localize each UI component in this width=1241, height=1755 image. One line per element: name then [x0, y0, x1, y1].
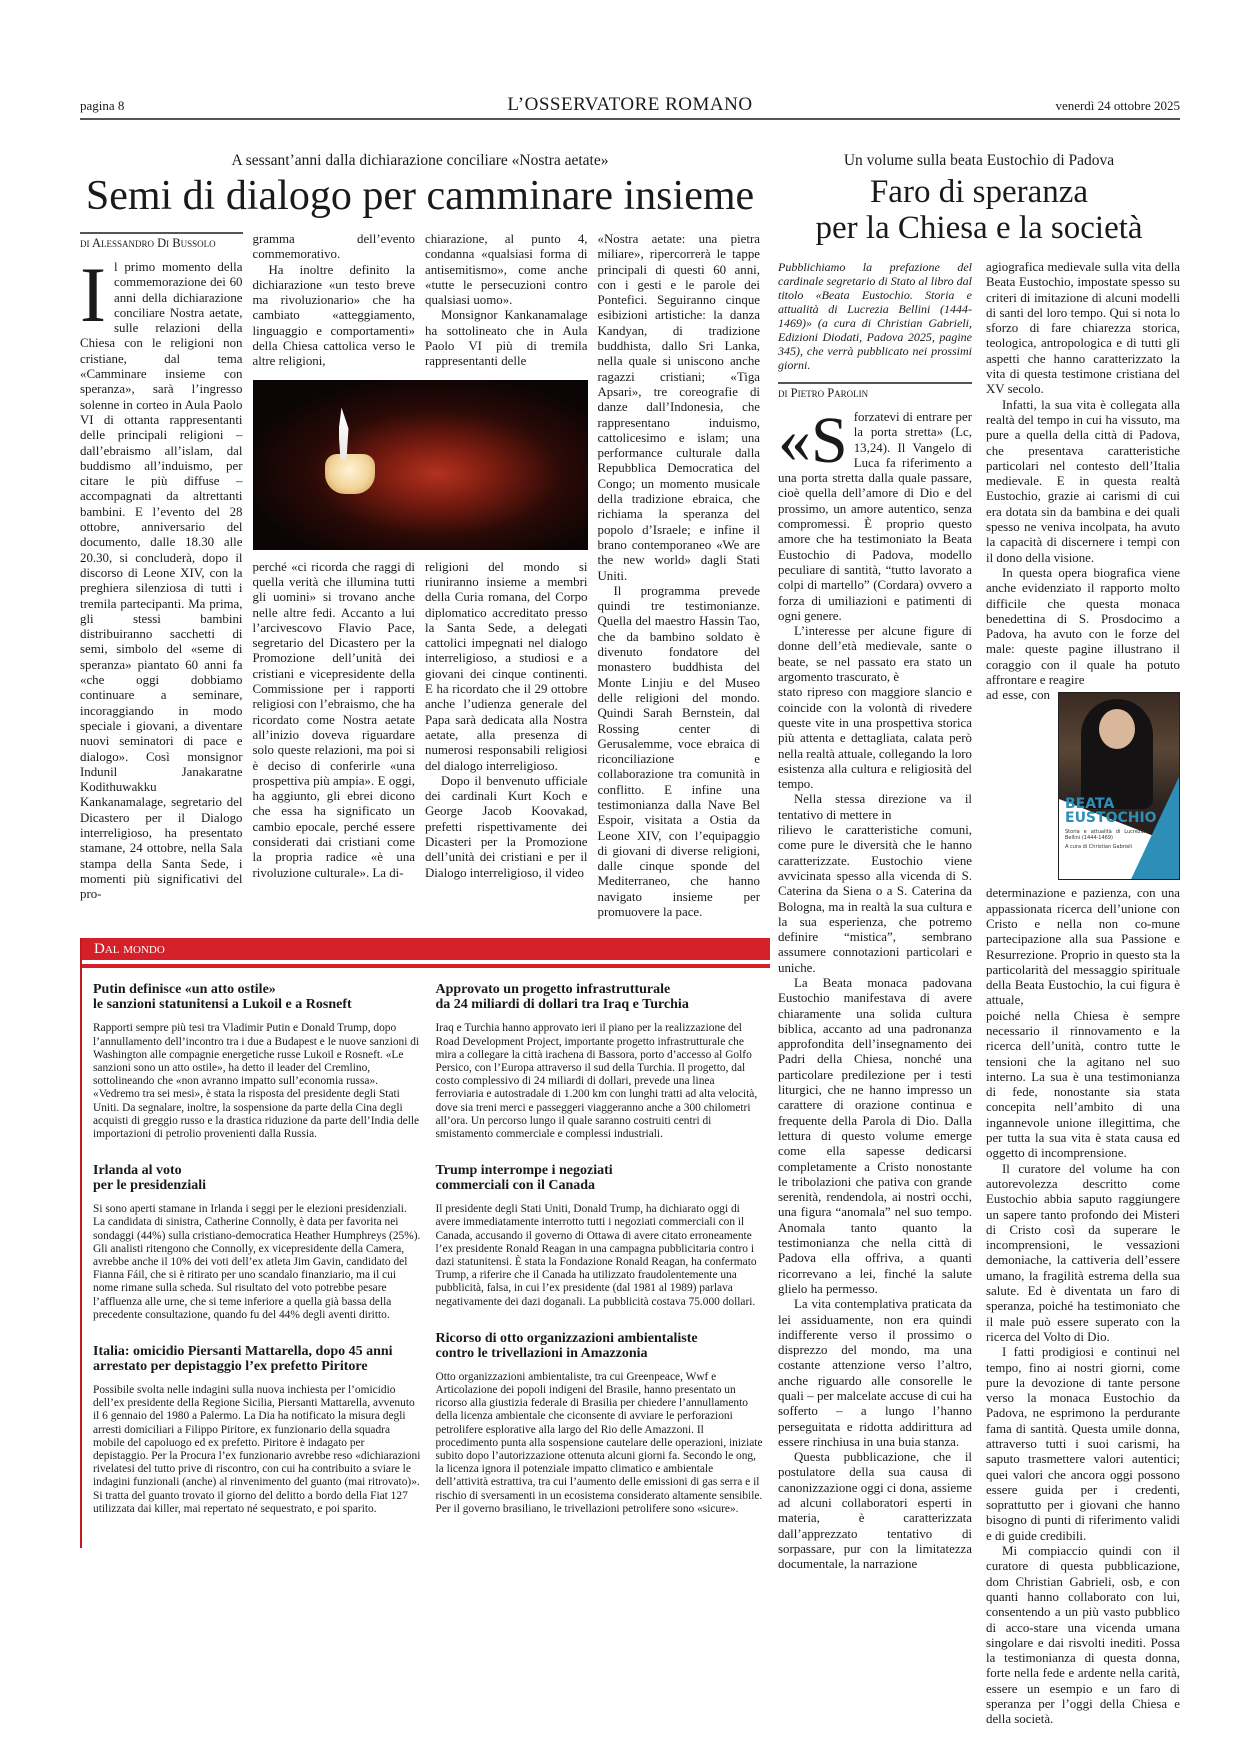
article1-columns: [80, 232, 760, 920]
headline-line: Faro di speranza: [869, 174, 1089, 210]
brief-irlanda: [93, 1163, 422, 1322]
brief-body: Possibile svolta nelle indagini sulla nuova inchiesta per l’omicidio dell’ex presidente della Regione Sicilia, Piersanti Mattarella, avvenuto il 6 gennaio del 1980 a Palermo. La Dia ha notificato la misura degli arresti domiciliari a Filippo Piritore, ex funzionario della squadra mobile del capoluogo ed ex prefetto. Piritore è indagato per depistaggio. Per la Procura l’ex funzionario avrebbe reso «dichiarazioni rivelatesi del tutto prive di riscontro, con cui ha contribuito a sviare le indagini funzionali (anche) al rinvenimento del guanto (mai ritrovato)». Si tratta del guanto trovato il giorno del delitto a bordo della Fiat 127 utilizzata dai killer, mai repertato né sequestrato, e poi sparito.: [93, 1384, 421, 1515]
article1-col3: [425, 232, 588, 920]
paragraph: Dopo il benvenuto ufficiale dei cardinali Kurt Koch e George Jacob Koovakad, prefetti rispettivamente dei Dicasteri per la Promozione dell’unità dei cristiani e per il Dialogo interreligioso, il video: [425, 773, 588, 880]
paragraph: Questa pubblicazione, che il postulatore della sua causa di canonizzazione oggi ci dona, assieme ad alcuni collaboratori esperti in materia, è caratterizzata dall’apprezzato tentativo di sorpassare, pur con la limitatezza documentale, la narrazione: [778, 1450, 972, 1572]
paragraph: stato ripreso con maggiore slancio e coincide con la volontà di rivedere queste vite in una prospettiva storica più attenta e dettagliata, calata però nella realtà attuale, collegando la loro esistenza alla cultura e religiosità del tempo.: [778, 685, 972, 792]
section-header: Dal mondo: [82, 938, 770, 960]
article2-kicker: Un volume sulla beata Eustochio di Padova: [843, 152, 1115, 169]
page-layout: [80, 152, 1180, 1728]
paragraph: La vita contemplativa praticata da lei assiduamente, non era quindi indifferente verso il prossimo o disprezzo del mondo, ma una costante attenzione verso l’altro, anche riguardo alle consorelle le quali – per malcelate accuse di cui ha sofferto – a lungo l’hanno perseguitata e ridotta addirittura ad essere rinchiusa in una buia stanza.: [778, 1297, 972, 1449]
article2-headline: [778, 174, 1180, 246]
brief-title: Irlanda al voto per le presidenziali: [93, 1163, 207, 1194]
article1-col2: [253, 232, 416, 920]
paragraph: «Nostra aetate: una pietra miliare», ripercorrerà le tappe principali di questi 60 anni, con i gesti e le parole dei Pontefici. Seguiranno cinque esibizioni artistiche: la danza Kandyan, di tradizione buddhista, dallo Sri Lanka, nella quale si uniscono anche ragazzi cristiani; «Tiga Apsari», tre coreografie di danze dall’Indonesia, che rappresentano induismo, cattolicesimo e islam; una performance culturale dalla Repubblica Democratica del Congo; un momento musicale della tradizione ebraica, che richiama la speranza del popolo d’Israele; e infine il brano contemporaneo «We are the new world» dagli Stati Uniti.: [597, 232, 760, 583]
brief-title: Italia: omicidio Piersanti Mattarella, dopo 45 anni arrestato per depistaggio l’ex prefetto Piritore: [93, 1344, 393, 1375]
paragraph: In questa opera biografica viene anche evidenziato il rapporto molto difficile che questa monaca benedettina di S. Prosdocimo a Padova, ha avuto con le forze del male: queste pagine illustrano il coraggio con il quale ha potuto affrontare e reagire: [986, 565, 1180, 688]
book-title: BEATA EUSTOCHIO: [1065, 796, 1157, 827]
article2-columns: [778, 260, 1180, 1728]
briefs-right-column: [436, 982, 765, 1538]
newspaper-page: [80, 0, 1180, 1728]
paragraph: I fatti prodigiosi e continui nel tempo, fino ai nostri giorni, come pure la devozione di tante persone verso la monaca Eustochio da Padova, ne esprimono la perdurante fama di santità. Questa umile donna, attraverso tutti i suoi carismi, ha saputo trasmettere valori autentici; quei valori che ancora oggi possono essere guida per i credenti, soprattutto per i giovani che hanno bisogno di punti di riferimento validi e di guide credibili.: [986, 1345, 1180, 1543]
article1-kicker: A sessant’anni dalla dichiarazione conciliare «Nostra aetate»: [231, 152, 609, 169]
article1-col1: [80, 232, 243, 920]
byline-prefix: di: [778, 386, 788, 400]
article2: [778, 152, 1180, 1728]
article1-byline: [80, 232, 243, 250]
issue-date: venerdì 24 ottobre 2025: [1055, 98, 1180, 113]
brief-trump-canada: [436, 1163, 765, 1309]
paragraph: poiché nella Chiesa è sempre necessario il rinnovamento e la ricerca dell’unità, contro tutte le tensioni che la agitano nel suo interno. La sua è una testimonianza di fede, nonostante sia stata concepita nell’ambito di una ingannevole unione illegittima, che per tutta la sua vita è stata causa ed oggetto di incomprensione.: [986, 1008, 1180, 1161]
flame-icon: [339, 408, 349, 460]
paragraph: l primo momento della commemorazione dei 60 anni della dichiarazione conciliare Nostra aetate, sulle relazioni della Chiesa con le religioni non cristiane, dal tema «Camminare insieme con speranza», sarà l’ingresso solenne in corteo in Aula Paolo VI di ottanta rappresentanti delle principali religioni – dall’ebraismo all’islam, dal buddismo all’induismo, per citare le più diffuse – accompagnati da altrettanti bambini. E l’evento del 28 ottobre, anniversario del documento, dalle 18.30 alle 20.30, si concluderà, dopo il discorso di Leone XIV, con la preghiera silenziosa di tutti i tremila partecipanti. Ma prima, gli stessi bambini distribuiranno sacchetti di semi, simbolo del «seme di speranza» piantato 60 anni fa «che oggi dobbiamo continuare a seminare, incoraggiando in modo speciale i giovani, a diventare nuovi seminatori di pace e dialogo». Così monsignor Indunil Janakaratne Kodithuwakku Kankanamalage, segretario del Dicastero per il Dialogo interreligioso, ha presentato stamane, 24 ottobre, nella Sala stampa della Santa Sede, i momenti più significativi del pro-: [80, 260, 243, 902]
brief-body: Si sono aperti stamane in Irlanda i seggi per le elezioni presidenziali. La candidata di sinistra, Catherine Connolly, è data per favorita nei sondaggi (44%) sulla cristiano-democratica Heather Humphreys (25%). Gli analisti ritengono che Connolly, ex vicepresidente della Camera, avrebbe anche il 10% dei voti dell’ex atleta Jim Gavin, candidato del Fianna Fáil, che si è ritirato per uno scandalo finanziario, ma il cui nome rimane sulla scheda. Sul risultato del voto potrebbe pesare l’affluenza alle urne, che si teme inferiore a quella già bassa della precedente consultazione, quando fu del 44% degli aventi diritto.: [93, 1203, 421, 1321]
briefs-grid: [82, 968, 770, 1548]
article2-col1: [778, 260, 972, 1728]
drop-cap: «S: [778, 404, 848, 477]
paragraph: perché «ci ricorda che raggi di quella verità che illumina tutti gli uomini» si trovano anche nelle altre fedi. Accanto a lui l’arcivescovo Flavio Pace, segretario del Dicastero per la Promozione dell’unità dei cristiani e vicepresidente della Commissione per i rapporti religiosi con l’ebraismo, che ha ricordato come Nostra aetate all’inizio doveva riguardare solo queste relazioni, ma poi si è deciso di conferirle «una prospettiva più ampia». E oggi, ha aggiunto, gli ebrei dicono che essa ha significato un cambio epocale, perché essere considerati dai cristiani come la propria radice «è una rivoluzione culturale». La di-: [252, 559, 415, 880]
brief-title: Trump interrompe i negoziati commerciali con il Canada: [435, 1163, 613, 1194]
newspaper-name: L’OSSERVATORE ROMANO: [507, 94, 753, 115]
paragraph: Mi compiaccio quindi con il curatore di questa pubblicazione, dom Christian Gabrieli, osb, e con quanti hanno collaborato con lui, consentendo a un più vasto pubblico di acco-stare una vicenda umana singolare e dai risvolti inediti. Possa la testimonianza di questa donna, forte nella fede e ardente nella carità, essere un esempio e un faro di speranza per l’oggi della Chiesa e della società.: [986, 1544, 1180, 1727]
briefs-left-column: [93, 982, 422, 1538]
paragraph: L’interesse per alcune figure di donne dell’età medievale, sante o beate, se nel passato era stato un argomento trascurato, è: [778, 624, 972, 685]
paragraph: Infatti, la sua vita è collegata alla realtà del tempo in cui ha vissuto, ma pure a quella della città di Padova, che presentava caratteristiche particolari nel contesto dell’Italia medievale. E in questa realtà Eustochio, grazie ai carismi di cui era dotata sin da bambina e dei quali spesso ne veniva incolpata, ha avuto la capacità di discernere i tempi con il dono della visione.: [986, 397, 1180, 565]
candle-icon: [325, 454, 375, 494]
book-subtitle: Storia e attualità di Lucrezia Bellini (1444-1469) A cura di Christian Gabrieli: [1065, 829, 1145, 851]
paragraph: agiografica medievale sulla vita della Beata Eustochio, impostate spesso su criteri di imitazione di alcuni modelli di santi del loro tempo. Qui si nota lo sforzo di fare chiarezza storica, teologica, antropologica e di tutti gli aspetti che hanno caratterizzato la vita di questa testimone cristiana del XV secolo.: [986, 260, 1180, 397]
paragraph: La Beata monaca padovana Eustochio manifestava di avere chiaramente una solida cultura biblica, accanto ad una padronanza approfondita dell’insegnamento dei Padri della Chiesa, nonché una particolare predilezione per i testi liturgici, che ne hanno impresso un carattere di orazione continua e frequente della Parola di Dio. Dalla lettura di questo volume emerge come ella sapesse dedicarsi completamente a Cristo nonostante le tribolazioni che pativa con grande serenità, rendendola, ai nostri occhi, una figura “anomala” nel suo tempo. Anomala tanto quanto la testimonianza che nella città di Padova ella offriva, a quanti ricorrevano a lei, finché la salute glielo ha permesso.: [778, 975, 972, 1296]
brief-iraq-turchia: [436, 982, 765, 1141]
brief-mattarella: [93, 1344, 422, 1516]
left-zone: [80, 152, 763, 1548]
paragraph: Nella stessa direzione va il tentativo di mettere in: [778, 792, 972, 822]
brief-title: Approvato un progetto infrastrutturale da 24 miliardi di dollari tra Iraq e Turchia: [435, 982, 689, 1013]
book-cover-image: [1058, 692, 1180, 880]
article2-intro: Pubblichiamo la prefazione del cardinale segretario di Stato al libro dal titolo «Beata Eustochio. Storia e attualità di Lucrezia Bellini (1444-1469)» (a cura di Christian Gabrieli, Edizioni Diodati, Padova 2025, pagine 345), che verrà pubblicato nei prossimi giorni.: [778, 260, 972, 372]
article2-byline: [778, 382, 972, 400]
brief-body: Iraq e Turchia hanno approvato ieri il piano per la realizzazione del Road Development Project, importante progetto infrastrutturale che mira a collegare la città irachena di Bassora, porto d’accesso al Golfo Persico, con l’Europa attraverso il sud della Turchia. Il progetto, dal costo complessivo di 24 miliardi di dollari, prevede una linea ferroviaria e autostradale di 1.200 km con lunghi tratti ad alta velocità, dove sia treni merci e passeggeri viaggeranno anche a 300 chilometri all’ora. Un percorso lungo il quale saranno costruiti centri di smistamento commerciale e complessi industriali.: [435, 1022, 758, 1140]
article1-col4: [598, 232, 761, 920]
headline-line: per la Chiesa e la società: [815, 210, 1143, 246]
brief-amazzonia: [436, 1331, 765, 1516]
drop-cap: I: [80, 251, 106, 338]
paragraph: gramma dell’evento commemorativo.: [252, 232, 415, 262]
paragraph: Monsignor Kankanamalage ha sottolineato che in Aula Paolo VI più di tremila rappresentanti delle: [425, 308, 588, 369]
paragraph: forzatevi di entrare per la porta stretta» (Lc, 13,24). Il Vangelo di Luca fa riferimento a una porta stretta dalla quale passare, cioè quella dell’amore di Dio e del prossimo, un amore autentico, senza compromessi. È proprio questo amore che ha testimoniato la Beata Eustochio di Padova, modello peculiare di santità, “tutto lavorato a colpi di martello” (Cordara) ovvero a forza di umiliazioni e patimenti di ogni genere.: [778, 410, 972, 623]
paragraph: ad esse, con determinazione e pazienza, con una appassionata ricerca dell’unione con Cristo e nella non co-mune partecipazione alla sua Passione e Resurrezione. Proprio in questo sta la particolarità del messaggio spirituale della Beata Eustochio, la cui figura è attuale,: [986, 688, 1180, 1008]
paragraph: religioni del mondo si riuniranno insieme a membri della Curia romana, del Corpo diplomatico accreditato presso la Santa Sede, a delegati cattolici impegnati nel dialogo interreligioso, a studiosi e a giovani dei cinque continenti. E ha ricordato che il 29 ottobre anche l’udienza generale del Papa sarà dedicata alla Nostra aetate, alla presenza di numerosi responsabili religiosi del dialogo interreligioso.: [425, 559, 588, 773]
masthead: [80, 96, 1180, 120]
byline-prefix: di: [80, 236, 90, 250]
page-number: pagina 8: [80, 98, 125, 113]
brief-title: Ricorso di otto organizzazioni ambientaliste contro le trivellazioni in Amazzonia: [435, 1330, 698, 1361]
brief-body: Il presidente degli Stati Uniti, Donald Trump, ha dichiarato oggi di avere immediatamente interrotto tutti i negoziati commerciali con il Canada, accusando il governo di Ottawa di avere citato erroneamente l’ex presidente Ronald Reagan in una campagna pubblicitaria contro i dazi statunitensi. È stata la Fondazione Ronald Reagan, ha confermato Trump, a riferire che il Canada ha utilizzato fraudolentemente una pubblicità, falsa, in cui l’ex presidente (dal 1981 al 1989) parlava negativamente dei dazi doganali. La pubblicità costava 75.000 dollari.: [435, 1203, 757, 1308]
brief-putin: [93, 982, 422, 1141]
paragraph: rilievo le caratteristiche comuni, come pure le diversità che le hanno caratterizzate. Eustochio viene avvicinata spesso alla vicenda di S. Caterina da Siena o a S. Caterina da Bologna, ma in realtà la sua cultura e la sua esperienza, che potremo definire “mistica”, sembrano assumere connotazioni particolari e uniche.: [778, 823, 972, 975]
author-name: Alessandro Di Bussolo: [91, 236, 216, 250]
paragraph: chiarazione, al punto 4, condanna «qualsiasi forma di antisemitismo», come anche «tutte le persecuzioni contro qualsiasi uomo».: [425, 232, 588, 308]
author-name: Pietro Parolin: [790, 386, 869, 400]
brief-body: Otto organizzazioni ambientaliste, tra cui Greenpeace, Wwf e Articolazione dei popoli indigeni del Brasile, hanno presentato un ricorso alla giustizia federale di Brasilia per chiedere l’annullamento della licenza ambientale che ciconsente di avviare le perforazioni petrolifere esplorative alla largo del Rio delle Amazzoni. Il procedimento punta alla sospensione cautelare delle operazioni, iniziate subito dopo l’autorizzazione ottenuta alcuni giorni fa. Secondo le ong, la licenza ignora il potenziale impatto climatico e ambientale dell’attività estrattiva, tra cui l’aumento delle emissioni di gas serra e il rischio di sversamenti in un ecosistema considerato altamente sensibile. Per il governo brasiliano, le trivellazioni petrolifere sono «sicure».: [435, 1370, 763, 1515]
brief-body: Rapporti sempre più tesi tra Vladimir Putin e Donald Trump, dopo l’annullamento dell’incontro tra i due a Budapest e le nuove sanzioni di Washington alle compagnie energetiche russe Lukoil e Rosneft. «Le sanzioni sono un atto ostile», ha detto il leader del Cremlino, sottolineando che «non avranno impatto sull’economia russa». «Vedremo tra sei mesi», è stata la risposta del presidente degli Stati Uniti. Da segnalare, inoltre, la sospensione da parte della Cina degli acquisti di greggio russo e la drastica riduzione da parte dell’India delle importazioni di petrolio provenienti dalla Russia.: [93, 1022, 420, 1140]
brief-title: Putin definisce «un atto ostile» le sanzioni statunitensi a Lukoil e a Rosneft: [93, 982, 352, 1013]
paragraph: Il programma prevede quindi tre testimonianze. Quella del maestro Hassin Tao, che da bambino soldato è divenuto fondatore del monastero buddhista del Monte Linjiu e del Museo delle religioni del mondo. Quindi Sarah Bernstein, dal Rossing center di Gerusalemme, voce ebraica di riconciliazione e collaborazione tra comunità in conflitto. E infine una testimonianza dalla Nave Bel Espoir, visitata a Ostia da Leone XIV, con l’equipaggio di giovani di diverse religioni, dalle cinque sponde del Mediterraneo, che hanno navigato insieme per promuovere la pace.: [597, 583, 760, 920]
article2-col2: [986, 260, 1180, 1728]
paragraph: Il curatore del volume ha con autorevolezza descritto come Eustochio abbia saputo raggiungere un sapere tanto profondo dei Misteri di Cristo così da superare le incomprensioni, le vessazioni demoniache, la cattiveria dell’essere umano, la fragilità estrema della sua salute. Ed è diventata un faro di speranza, poiché ha testimoniato che il male può essere superato con la ricerca del Volto di Dio.: [986, 1161, 1180, 1344]
paragraph: Ha inoltre definito la dichiarazione «un testo breve ma rivoluzionario» che ha cambiato «atteggiamento, linguaggio e comportamenti» della Chiesa cattolica verso le altre religioni,: [252, 262, 415, 369]
candle-photo: [253, 380, 588, 550]
article1-headline: Semi di dialogo per camminare insieme: [85, 173, 755, 219]
dal-mondo-box: [80, 938, 770, 1548]
